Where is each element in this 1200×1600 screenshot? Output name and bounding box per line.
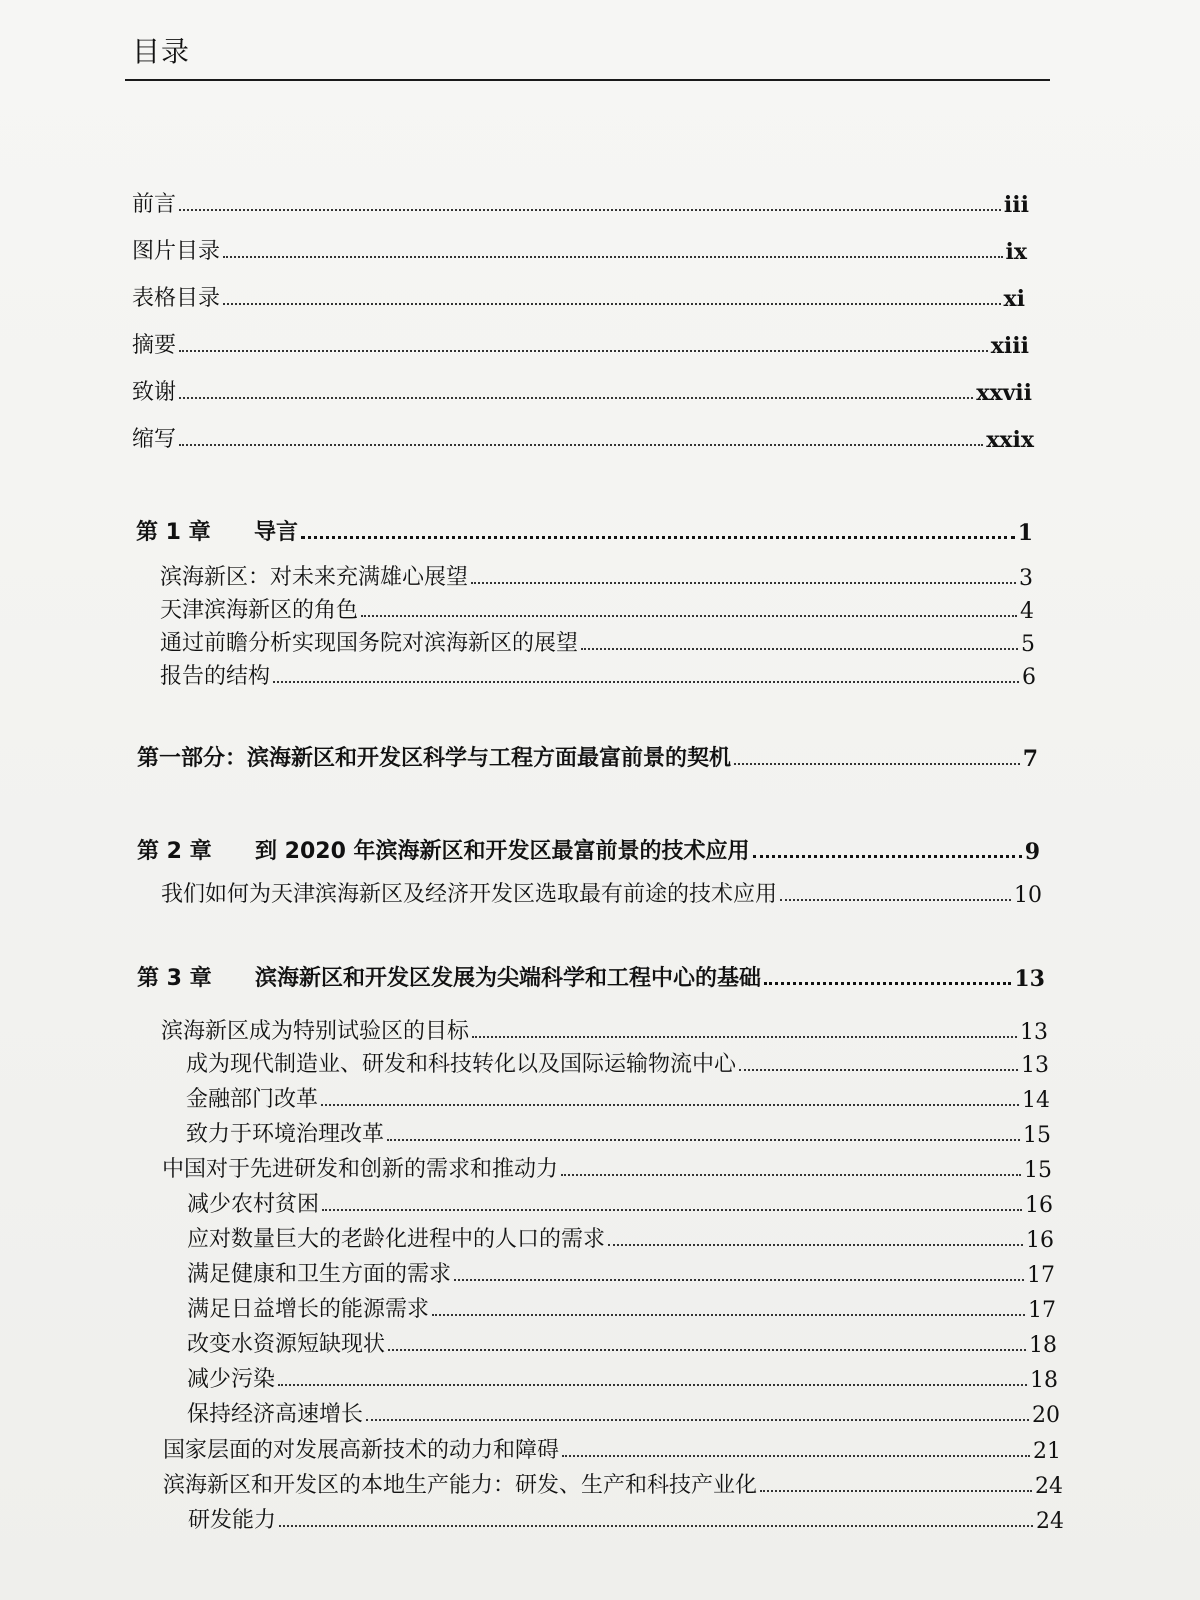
toc-entry-acknowledgments	[132, 374, 1032, 406]
toc-section	[160, 658, 1036, 690]
toc-entry-label: 滨海新区成为特别试验区的目标	[161, 1019, 470, 1044]
toc-subsection	[187, 1256, 1055, 1288]
dot-leader	[321, 1103, 1019, 1106]
toc-entry-label: 滨海新区和开发区的本地生产能力：研发、生产和科技产业化	[163, 1473, 758, 1498]
dot-leader	[472, 1035, 1017, 1038]
dot-leader	[760, 1489, 1032, 1492]
toc-entry-label: 国家层面的对发展高新技术的动力和障碍	[163, 1438, 560, 1463]
chapter-heading	[136, 515, 298, 546]
toc-subsection	[187, 1186, 1053, 1218]
toc-entry-page: xi	[1003, 286, 1025, 312]
toc-entry-label: 报告的结构	[160, 664, 271, 689]
dot-leader	[387, 1138, 1020, 1141]
toc-entry-page: 7	[1022, 746, 1038, 772]
toc-entry-label: 研发能力	[188, 1508, 277, 1533]
toc-subsection	[186, 1046, 1049, 1078]
toc-entry-label: 改变水资源短缺现状	[187, 1332, 386, 1357]
dot-leader	[562, 1454, 1030, 1457]
toc-entry-page: 15	[1024, 1158, 1052, 1183]
toc-entry-figures	[132, 233, 1027, 265]
toc-section	[160, 592, 1034, 624]
dot-leader	[179, 443, 983, 446]
toc-entry-page: 24	[1036, 1509, 1064, 1534]
toc-entry-page: 16	[1025, 1193, 1053, 1218]
toc-entry-page: xxix	[986, 427, 1034, 453]
dot-leader	[561, 1173, 1021, 1176]
dot-leader	[432, 1313, 1025, 1316]
toc-chapter-2	[137, 833, 1040, 865]
toc-subsection	[188, 1502, 1064, 1534]
dot-leader	[581, 647, 1018, 650]
toc-entry-label: 减少农村贫困	[187, 1192, 320, 1217]
dot-leader	[388, 1348, 1026, 1351]
toc-entry-abbreviations	[132, 421, 1034, 453]
toc-chapter-3	[137, 960, 1045, 992]
dot-leader	[273, 680, 1019, 683]
dot-leader	[223, 302, 1001, 305]
chapter-title: 到 2020 年滨海新区和开发区最富前景的技术应用	[255, 839, 750, 864]
toc-entry-label: 通过前瞻分析实现国务院对滨海新区的展望	[160, 631, 579, 656]
toc-entry-page: 6	[1022, 665, 1036, 690]
dot-leader	[279, 1524, 1033, 1527]
toc-section	[163, 1467, 1063, 1499]
toc-entry-label: 减少污染	[187, 1367, 276, 1392]
toc-subsection	[187, 1221, 1054, 1253]
dot-leader	[322, 1208, 1022, 1211]
toc-subsection	[187, 1361, 1058, 1393]
dot-leader	[739, 1068, 1018, 1071]
toc-entry-page: 24	[1035, 1474, 1063, 1499]
toc-entry-page: ix	[1005, 239, 1027, 265]
toc-entry-page: 3	[1019, 566, 1033, 591]
chapter-heading	[137, 961, 761, 992]
toc-subsection	[186, 1081, 1050, 1113]
chapter-number: 第 1 章	[136, 520, 211, 545]
toc-entry-label: 我们如何为天津滨海新区及经济开发区选取最有前途的技术应用	[161, 882, 778, 907]
toc-entry-page: 18	[1029, 1333, 1057, 1358]
toc-entry-page: iii	[1003, 192, 1029, 218]
part-title: 第一部分：滨海新区和开发区科学与工程方面最富前景的契机	[137, 746, 732, 771]
toc-entry-page: 17	[1028, 1298, 1056, 1323]
toc-entry-page: 13	[1021, 1053, 1049, 1078]
toc-entry-preface	[132, 186, 1029, 218]
toc-entry-label: 滨海新区：对未来充满雄心展望	[160, 565, 469, 590]
toc-entry-page: 21	[1033, 1439, 1061, 1464]
chapter-title: 导言	[254, 520, 299, 545]
toc-section	[163, 1432, 1061, 1464]
toc-chapter-1	[136, 514, 1033, 546]
dot-leader	[361, 614, 1017, 617]
toc-entry-label: 满足日益增长的能源需求	[187, 1297, 430, 1322]
toc-entry-label: 满足健康和卫生方面的需求	[187, 1262, 452, 1287]
dot-leader	[179, 396, 973, 399]
dot-leader	[454, 1278, 1024, 1281]
toc-entry-label: 天津滨海新区的角色	[160, 598, 359, 623]
toc-entry-page: 13	[1014, 966, 1045, 992]
toc-entry-summary	[132, 327, 1029, 359]
toc-entry-page: 1	[1017, 520, 1033, 546]
toc-entry-label: 金融部门改革	[186, 1087, 319, 1112]
dot-leader	[301, 535, 1015, 539]
toc-entry-label: 前言	[132, 192, 177, 217]
toc-entry-label: 成为现代制造业、研发和科技转化以及国际运输物流中心	[186, 1052, 737, 1077]
toc-entry-page: xiii	[990, 333, 1029, 359]
dot-leader	[179, 208, 1001, 211]
toc-entry-label: 中国对于先进研发和创新的需求和推动力	[162, 1157, 559, 1182]
toc-subsection	[187, 1396, 1060, 1428]
title-rule	[125, 79, 1050, 81]
toc-entry-label: 图片目录	[132, 239, 221, 264]
chapter-heading	[137, 834, 750, 865]
toc-subsection	[187, 1291, 1056, 1323]
dot-leader	[471, 581, 1016, 584]
toc-entry-page: xxvii	[976, 380, 1032, 406]
toc-entry-page: 20	[1032, 1403, 1060, 1428]
chapter-number: 第 3 章	[137, 966, 212, 991]
dot-leader	[764, 981, 1011, 985]
toc-section	[162, 1151, 1052, 1183]
dot-leader	[366, 1418, 1029, 1421]
toc-entry-page: 14	[1022, 1088, 1050, 1113]
toc-entry-page: 10	[1014, 883, 1042, 908]
dot-leader	[780, 898, 1011, 901]
dot-leader	[278, 1383, 1027, 1386]
dot-leader	[179, 349, 988, 352]
chapter-number: 第 2 章	[137, 839, 212, 864]
toc-entry-label: 致谢	[132, 380, 177, 405]
toc-subsection	[187, 1326, 1057, 1358]
toc-entry-label: 应对数量巨大的老龄化进程中的人口的需求	[187, 1227, 606, 1252]
toc-part-1	[137, 740, 1038, 772]
dot-leader	[753, 854, 1022, 858]
chapter-title: 滨海新区和开发区发展为尖端科学和工程中心的基础	[255, 966, 762, 991]
toc-entry-page: 17	[1027, 1263, 1055, 1288]
dot-leader	[734, 762, 1020, 765]
toc-entry-label: 缩写	[132, 427, 177, 452]
toc-entry-label: 摘要	[132, 333, 177, 358]
toc-section	[161, 876, 1042, 908]
toc-section	[161, 1013, 1048, 1045]
toc-entry-label: 表格目录	[132, 286, 221, 311]
dot-leader	[223, 255, 1003, 258]
toc-entry-tables	[132, 280, 1025, 312]
page-title: 目录	[132, 35, 191, 68]
toc-subsection	[186, 1116, 1051, 1148]
toc-section	[160, 625, 1035, 657]
toc-entry-label: 致力于环境治理改革	[186, 1122, 385, 1147]
toc-entry-page: 16	[1026, 1228, 1054, 1253]
toc-entry-page: 9	[1024, 839, 1040, 865]
toc-entry-page: 15	[1023, 1123, 1051, 1148]
toc-entry-label: 保持经济高速增长	[187, 1402, 364, 1427]
toc-entry-page: 5	[1021, 632, 1035, 657]
toc-entry-page: 4	[1020, 599, 1034, 624]
dot-leader	[608, 1243, 1023, 1246]
toc-entry-page: 18	[1030, 1368, 1058, 1393]
toc-entry-page: 13	[1020, 1020, 1048, 1045]
toc-section	[160, 559, 1033, 591]
